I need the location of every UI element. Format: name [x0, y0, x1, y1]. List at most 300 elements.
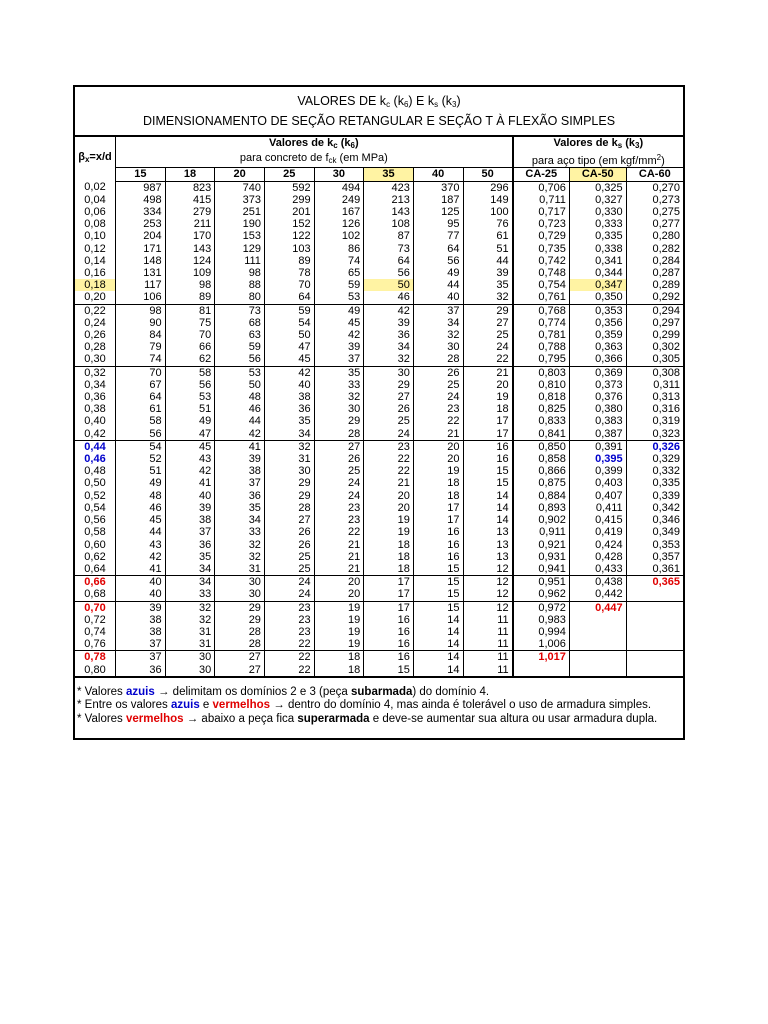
kc-cell: 27 — [364, 391, 414, 403]
table-row — [75, 267, 683, 279]
kc-cell: 213 — [364, 194, 414, 206]
kc-cell: 27 — [264, 514, 314, 526]
kc-cell: 37 — [116, 638, 166, 651]
ks-cell: 0,330 — [569, 206, 626, 218]
kc-cell: 14 — [413, 626, 463, 638]
kc-cell: 54 — [264, 317, 314, 329]
kc-cell: 39 — [314, 341, 364, 353]
ks-cell: 0,347 — [569, 279, 626, 291]
kc-cell: 22 — [264, 664, 314, 676]
concrete-header-20: 20 — [215, 168, 265, 181]
ks-cell: 0,983 — [513, 614, 570, 626]
ks-cell: 1,017 — [513, 651, 570, 664]
kc-cell: 34 — [215, 514, 265, 526]
kc-cell: 103 — [264, 243, 314, 255]
concrete-header-18: 18 — [165, 168, 215, 181]
kc-cell: 74 — [116, 353, 166, 366]
ks-cell: 0,316 — [626, 403, 683, 415]
kc-cell: 25 — [413, 379, 463, 391]
ks-cell: 0,339 — [626, 490, 683, 502]
kc-cell: 87 — [364, 230, 414, 242]
kc-cell: 23 — [264, 614, 314, 626]
bx-cell: 0,12 — [84, 242, 106, 255]
kc-cell: 37 — [116, 651, 166, 664]
table-row — [75, 576, 683, 589]
kc-cell: 31 — [165, 638, 215, 651]
ks-cell: 0,350 — [569, 291, 626, 304]
note-1: * Valores azuis → delimitam os domínios 2 e 3 (peça subarmada) do domínio 4. — [77, 685, 490, 698]
kc-cell: 25 — [264, 551, 314, 563]
kc-cell: 22 — [364, 465, 414, 477]
kc-cell: 32 — [215, 539, 265, 551]
bx-cell: 0,28 — [84, 341, 106, 354]
kc-cell: 26 — [264, 526, 314, 538]
ks-cell: 0,361 — [626, 563, 683, 576]
ks-cell — [513, 664, 570, 676]
kc-cell: 28 — [413, 353, 463, 366]
table-row — [75, 477, 683, 489]
kc-cell: 29 — [463, 304, 513, 317]
kc-cell: 740 — [215, 181, 265, 194]
ks-cell: 0,419 — [569, 526, 626, 538]
kc-cell: 28 — [314, 428, 364, 441]
kc-cell: 24 — [314, 477, 364, 489]
kc-cell: 74 — [314, 255, 364, 267]
ks-cell — [626, 651, 683, 664]
table-row — [75, 304, 683, 317]
ks-cell: 0,711 — [513, 194, 570, 206]
kc-cell: 42 — [215, 428, 265, 441]
kc-cell: 20 — [463, 379, 513, 391]
kc-cell: 32 — [215, 551, 265, 563]
ks-cell: 0,282 — [626, 243, 683, 255]
ks-cell: 0,866 — [513, 465, 570, 477]
kc-cell: 14 — [413, 638, 463, 651]
kc-cell: 52 — [116, 453, 166, 465]
ks-cell: 0,911 — [513, 526, 570, 538]
kc-cell: 35 — [215, 502, 265, 514]
kc-cell: 16 — [364, 626, 414, 638]
bx-cell: 0,78 — [75, 651, 116, 664]
kc-cell: 58 — [165, 366, 215, 379]
table-row — [75, 428, 683, 441]
kc-cell: 19 — [364, 514, 414, 526]
table-row — [75, 415, 683, 427]
ks-cell: 0,341 — [569, 255, 626, 267]
ks-cell: 0,325 — [569, 181, 626, 194]
ks-cell: 0,729 — [513, 230, 570, 242]
kc-cell: 12 — [463, 563, 513, 576]
kc-cell: 35 — [463, 279, 513, 291]
ks-title: Valores de $k_s$ $(k_3)$ — [513, 137, 683, 152]
kc-cell: 129 — [215, 243, 265, 255]
steel-header-ca-50: CA-50 — [569, 168, 626, 181]
ks-cell: 0,951 — [513, 576, 570, 589]
kc-cell: 26 — [264, 539, 314, 551]
ks-cell: 0,428 — [569, 551, 626, 563]
kc-cell: 66 — [165, 341, 215, 353]
bx-cell: 0,04 — [84, 193, 106, 206]
kc-cell: 153 — [215, 230, 265, 242]
kc-cell: 253 — [116, 218, 166, 230]
kc-cell: 46 — [215, 403, 265, 415]
bx-cell: 0,58 — [84, 526, 106, 539]
ks-cell — [626, 588, 683, 601]
kc-cell: 35 — [264, 415, 314, 427]
ks-cell: 0,781 — [513, 329, 570, 341]
bx-cell: 0,24 — [84, 316, 106, 329]
ks-cell: 0,332 — [626, 465, 683, 477]
ks-cell: 0,359 — [569, 329, 626, 341]
ks-cell: 1,006 — [513, 638, 570, 651]
concrete-header-50: 50 — [463, 168, 513, 181]
kc-cell: 18 — [413, 477, 463, 489]
ks-cell: 0,380 — [569, 403, 626, 415]
ks-cell: 0,294 — [626, 304, 683, 317]
kc-cell: 22 — [364, 453, 414, 465]
ks-cell: 0,383 — [569, 415, 626, 427]
kc-cell: 109 — [165, 267, 215, 279]
kc-cell: 30 — [165, 664, 215, 676]
kc-cell: 18 — [364, 539, 414, 551]
kc-cell: 100 — [463, 206, 513, 218]
kc-cell: 36 — [165, 539, 215, 551]
kc-cell: 334 — [116, 206, 166, 218]
bx-cell: 0,22 — [75, 304, 116, 317]
kc-cell: 22 — [463, 353, 513, 366]
bx-cell: 0,54 — [84, 501, 106, 514]
kc-cell: 44 — [215, 415, 265, 427]
bx-cell: 0,08 — [84, 218, 106, 231]
kc-cell: 17 — [413, 514, 463, 526]
note-3: * Valores vermelhos → abaixo a peça fica superarmada e deve-se aumentar sua altura ou usar armadura dupla. — [77, 712, 658, 725]
kc-cell: 48 — [215, 391, 265, 403]
kc-cell: 11 — [463, 638, 513, 651]
kc-cell: 49 — [116, 477, 166, 489]
kc-cell: 17 — [463, 415, 513, 427]
ks-cell: 0,424 — [569, 539, 626, 551]
kc-cell: 65 — [314, 267, 364, 279]
kc-cell: 204 — [116, 230, 166, 242]
kc-cell: 17 — [364, 588, 414, 601]
ks-cell: 0,442 — [569, 588, 626, 601]
kc-cell: 19 — [463, 391, 513, 403]
kc-cell: 20 — [314, 576, 364, 589]
kc-cell: 34 — [165, 576, 215, 589]
kc-cell: 37 — [165, 526, 215, 538]
kc-cell: 33 — [314, 379, 364, 391]
kc-cell: 122 — [264, 230, 314, 242]
kc-cell: 39 — [463, 267, 513, 279]
bx-cell: 0,20 — [84, 291, 106, 304]
concrete-header-25: 25 — [264, 168, 314, 181]
kc-cell: 17 — [413, 502, 463, 514]
kc-cell: 50 — [364, 279, 414, 291]
kc-cell: 14 — [413, 664, 463, 676]
kc-cell: 31 — [215, 563, 265, 576]
kc-cell: 13 — [463, 526, 513, 538]
kc-cell: 76 — [463, 218, 513, 230]
kc-cell: 51 — [116, 465, 166, 477]
kc-cell: 187 — [413, 194, 463, 206]
concrete-header-40: 40 — [413, 168, 463, 181]
kc-cell: 34 — [413, 317, 463, 329]
kc-cell: 38 — [165, 514, 215, 526]
kc-cell: 70 — [264, 279, 314, 291]
kc-cell: 19 — [364, 526, 414, 538]
kc-cell: 51 — [165, 403, 215, 415]
kc-cell: 22 — [314, 526, 364, 538]
ks-cell: 0,723 — [513, 218, 570, 230]
ks-cell: 0,275 — [626, 206, 683, 218]
kc-cell: 14 — [413, 651, 463, 664]
bx-cell: 0,72 — [84, 613, 106, 626]
table-row — [75, 664, 683, 676]
kc-cell: 36 — [116, 664, 166, 676]
title-line-2: DIMENSIONAMENTO DE SEÇÃO RETANGULAR E SEÇÃO T À FLEXÃO SIMPLES — [142, 114, 616, 128]
ks-cell: 0,818 — [513, 391, 570, 403]
kc-cell: 44 — [116, 526, 166, 538]
table-sheet — [73, 85, 685, 740]
ks-cell: 0,342 — [626, 502, 683, 514]
kc-cell: 15 — [413, 563, 463, 576]
ks-cell: 0,292 — [626, 291, 683, 304]
kc-cell: 24 — [264, 576, 314, 589]
ks-cell: 0,273 — [626, 194, 683, 206]
ks-cell: 0,902 — [513, 514, 570, 526]
kc-cell: 25 — [314, 465, 364, 477]
kc-cell: 16 — [463, 453, 513, 465]
ks-cell — [569, 651, 626, 664]
ks-cell: 0,841 — [513, 428, 570, 441]
kc-cell: 34 — [165, 563, 215, 576]
bx-cell: 0,48 — [84, 465, 106, 478]
table-row — [75, 341, 683, 353]
kc-subtitle: para concreto de $f_{ck}$ (em MPa) — [116, 152, 513, 168]
kc-cell: 25 — [463, 329, 513, 341]
bx-cell: 0,76 — [84, 638, 106, 651]
kc-cell: 201 — [264, 206, 314, 218]
ks-cell: 0,399 — [569, 465, 626, 477]
ks-cell: 0,289 — [626, 279, 683, 291]
kc-cell: 823 — [165, 181, 215, 194]
ks-cell — [569, 638, 626, 651]
kc-cell: 40 — [116, 588, 166, 601]
ks-cell: 0,884 — [513, 490, 570, 502]
kc-cell: 125 — [413, 206, 463, 218]
concrete-header-35: 35 — [364, 168, 414, 181]
table-row — [75, 194, 683, 206]
kc-cell: 50 — [215, 379, 265, 391]
ks-cell: 0,875 — [513, 477, 570, 489]
bx-cell: 0,56 — [84, 514, 106, 527]
kc-cell: 15 — [413, 601, 463, 614]
kc-cell: 249 — [314, 194, 364, 206]
kc-cell: 89 — [165, 291, 215, 304]
kc-cell: 24 — [413, 391, 463, 403]
table-row — [75, 440, 683, 453]
kc-ks-table — [75, 137, 683, 676]
ks-cell: 0,810 — [513, 379, 570, 391]
kc-cell: 11 — [463, 614, 513, 626]
kc-cell: 370 — [413, 181, 463, 194]
ks-cell: 0,357 — [626, 551, 683, 563]
ks-cell: 0,319 — [626, 415, 683, 427]
kc-cell: 296 — [463, 181, 513, 194]
bx-cell: 0,26 — [84, 329, 106, 342]
kc-cell: 15 — [413, 588, 463, 601]
kc-cell: 89 — [264, 255, 314, 267]
kc-cell: 14 — [463, 490, 513, 502]
kc-cell: 33 — [165, 588, 215, 601]
ks-cell: 0,349 — [626, 526, 683, 538]
kc-cell: 143 — [165, 243, 215, 255]
kc-cell: 19 — [413, 465, 463, 477]
ks-cell: 0,391 — [569, 440, 626, 453]
ks-cell: 0,333 — [569, 218, 626, 230]
bx-cell: 0,66 — [75, 576, 116, 589]
ks-cell: 0,311 — [626, 379, 683, 391]
kc-cell: 15 — [463, 465, 513, 477]
table-row — [75, 465, 683, 477]
bx-cell: 0,10 — [84, 230, 106, 243]
kc-cell: 13 — [463, 539, 513, 551]
ks-cell: 0,335 — [569, 230, 626, 242]
ks-cell: 0,761 — [513, 291, 570, 304]
kc-cell: 80 — [215, 291, 265, 304]
kc-cell: 45 — [264, 353, 314, 366]
table-row — [75, 366, 683, 379]
kc-cell: 34 — [364, 341, 414, 353]
bx-cell: 0,52 — [84, 489, 106, 502]
kc-cell: 30 — [165, 651, 215, 664]
ks-cell: 0,323 — [626, 428, 683, 441]
table-row — [75, 255, 683, 267]
ks-cell: 0,376 — [569, 391, 626, 403]
kc-cell: 29 — [215, 614, 265, 626]
kc-cell: 24 — [264, 588, 314, 601]
kc-cell: 81 — [165, 304, 215, 317]
kc-cell: 32 — [314, 391, 364, 403]
bx-cell: 0,64 — [84, 562, 106, 575]
ks-cell: 0,438 — [569, 576, 626, 589]
ks-cell: 0,788 — [513, 341, 570, 353]
kc-cell: 11 — [463, 664, 513, 676]
kc-cell: 90 — [116, 317, 166, 329]
ks-cell: 0,329 — [626, 453, 683, 465]
table-row — [75, 379, 683, 391]
kc-cell: 34 — [264, 428, 314, 441]
kc-cell: 58 — [116, 415, 166, 427]
kc-cell: 56 — [413, 255, 463, 267]
kc-cell: 23 — [264, 626, 314, 638]
ks-cell: 0,893 — [513, 502, 570, 514]
concrete-header-15: 15 — [116, 168, 166, 181]
table-row — [75, 317, 683, 329]
ks-cell: 0,403 — [569, 477, 626, 489]
ks-cell: 0,972 — [513, 601, 570, 614]
ks-cell: 0,363 — [569, 341, 626, 353]
kc-cell: 46 — [116, 502, 166, 514]
kc-cell: 31 — [264, 453, 314, 465]
ks-cell: 0,921 — [513, 539, 570, 551]
kc-cell: 77 — [413, 230, 463, 242]
ks-cell: 0,395 — [569, 453, 626, 465]
kc-cell: 30 — [264, 465, 314, 477]
bx-cell: 0,18 — [75, 279, 116, 291]
bx-cell: 0,06 — [84, 206, 106, 219]
kc-cell: 12 — [463, 588, 513, 601]
ks-cell — [626, 601, 683, 614]
kc-cell: 70 — [116, 366, 166, 379]
ks-cell: 0,356 — [569, 317, 626, 329]
kc-cell: 59 — [264, 304, 314, 317]
kc-cell: 32 — [165, 614, 215, 626]
kc-cell: 25 — [264, 563, 314, 576]
ks-cell: 0,941 — [513, 563, 570, 576]
kc-cell: 39 — [116, 601, 166, 614]
ks-cell: 0,825 — [513, 403, 570, 415]
bx-cell: 0,14 — [84, 254, 106, 267]
kc-cell: 32 — [264, 440, 314, 453]
ks-cell: 0,387 — [569, 428, 626, 441]
bx-cell: 0,32 — [75, 366, 116, 379]
ks-cell: 0,287 — [626, 267, 683, 279]
kc-cell: 24 — [364, 428, 414, 441]
kc-cell: 30 — [215, 588, 265, 601]
kc-cell: 28 — [264, 502, 314, 514]
ks-cell: 0,803 — [513, 366, 570, 379]
kc-cell: 20 — [413, 453, 463, 465]
kc-cell: 40 — [165, 490, 215, 502]
bx-cell: 0,60 — [84, 538, 106, 551]
kc-cell: 43 — [116, 539, 166, 551]
kc-cell: 299 — [264, 194, 314, 206]
kc-cell: 42 — [364, 304, 414, 317]
ks-cell: 0,717 — [513, 206, 570, 218]
table-row — [75, 563, 683, 576]
kc-cell: 59 — [215, 341, 265, 353]
kc-cell: 16 — [463, 440, 513, 453]
kc-cell: 47 — [165, 428, 215, 441]
ks-cell: 0,931 — [513, 551, 570, 563]
ks-cell — [569, 614, 626, 626]
kc-cell: 29 — [314, 415, 364, 427]
kc-cell: 131 — [116, 267, 166, 279]
kc-cell: 15 — [413, 576, 463, 589]
kc-cell: 18 — [364, 563, 414, 576]
table-row — [75, 181, 683, 194]
bx-cell: 0,36 — [84, 391, 106, 404]
ks-cell: 0,748 — [513, 267, 570, 279]
kc-cell: 33 — [215, 526, 265, 538]
kc-cell: 23 — [364, 440, 414, 453]
kc-cell: 29 — [215, 601, 265, 614]
kc-cell: 108 — [364, 218, 414, 230]
kc-cell: 16 — [413, 551, 463, 563]
ks-cell — [569, 664, 626, 676]
kc-cell: 592 — [264, 181, 314, 194]
kc-cell: 36 — [215, 490, 265, 502]
kc-cell: 29 — [264, 490, 314, 502]
kc-cell: 32 — [463, 291, 513, 304]
ks-cell: 0,277 — [626, 218, 683, 230]
kc-cell: 45 — [165, 440, 215, 453]
kc-cell: 42 — [165, 465, 215, 477]
kc-cell: 20 — [364, 502, 414, 514]
bx-cell: 0,42 — [84, 427, 106, 440]
kc-cell: 167 — [314, 206, 364, 218]
